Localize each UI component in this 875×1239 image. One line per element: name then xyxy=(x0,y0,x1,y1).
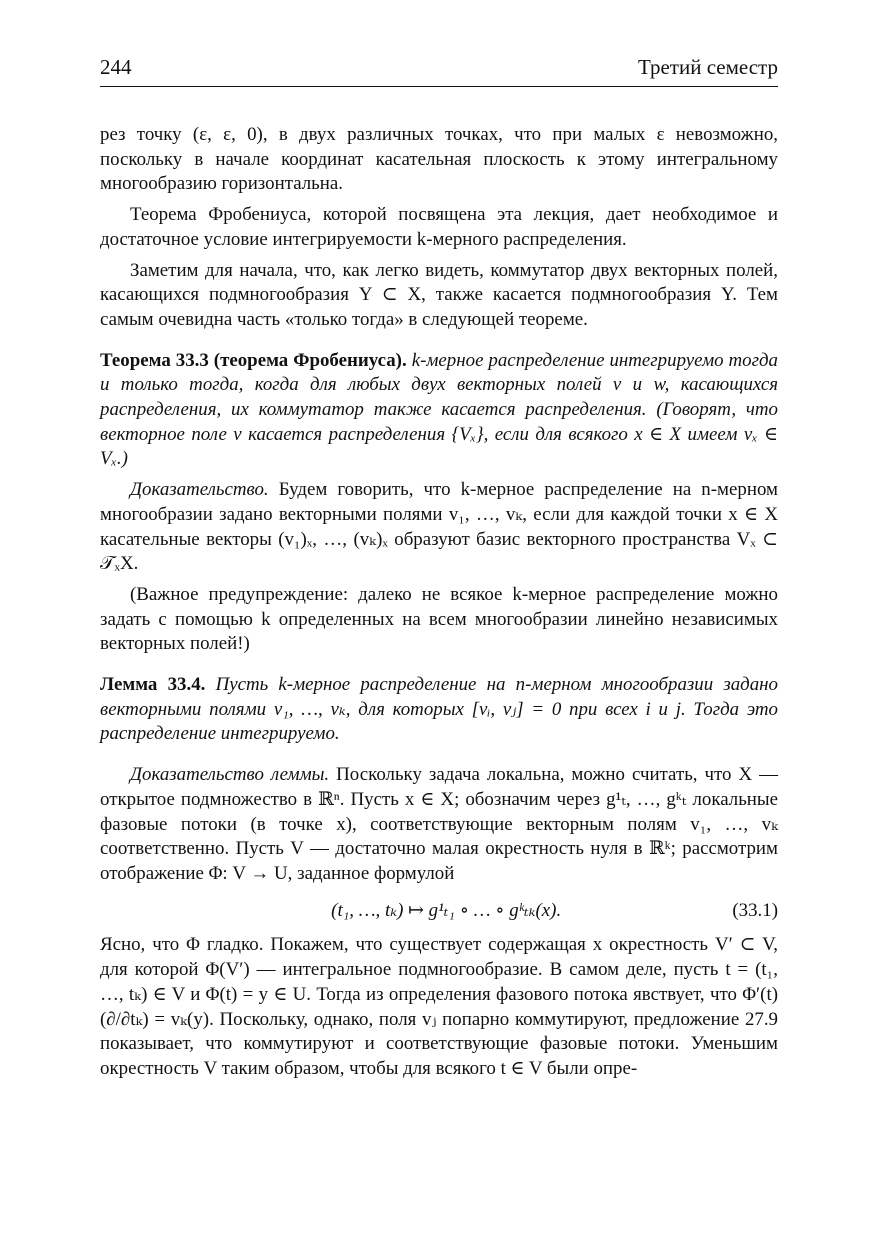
closing-paragraph: Ясно, что Φ гладко. Покажем, что существует содержащая x окрестность V′ ⊂ V, для которой Φ(V′) — интегральное подмногообразие. В самом деле, пусть t = (t₁, …, tₖ) ∈ V и Φ(t) = y ∈ U. Тогда из определения фазового потока явствует, что Φ′(t)(∂/∂tₖ) = vₖ(y). Поскольку, однако, поля vⱼ попарно коммутируют, предложение 27.9 показывает, что коммутируют и соответствующие фазовые потоки. Уменьшим окрестность V таким образом, чтобы для всякого t ∈ V были опре- xyxy=(100,934,778,1079)
running-head xyxy=(100,55,778,87)
display-formula xyxy=(100,899,778,924)
proof-label: Доказательство. xyxy=(130,479,269,501)
equation-number: (33.1) xyxy=(732,899,778,921)
theorem-label: Теорема 33.3 (теорема Фробениуса). xyxy=(100,349,407,371)
warning-paragraph: (Важное предупреждение: далеко не всякое k-мерное распределение можно задать с помощью k определенных на всем многообразии линейно независимых векторных полей!) xyxy=(100,583,778,655)
page-body xyxy=(100,123,778,1082)
proof-block xyxy=(100,478,778,577)
lemma-block xyxy=(100,673,778,747)
page-number: 244 xyxy=(100,55,132,79)
lemma-text: Пусть k-мерное распределение на n-мерном многообразии задано векторными полями v₁, …, vₖ, для которых [vᵢ, vⱼ] = 0 при всех i и j. Тогда это распределение интегрируемо. xyxy=(100,674,778,745)
proof-text: Будем говорить, что k-мерное распределение на n-мерном многообразии задано векторными полями v₁, …, vₖ, если для каждой точки x ∈ X касательные векторы (v₁)ₓ, …, (vₖ)ₓ образуют базис векторного пространства Vₓ ⊂ 𝒯ₓX. xyxy=(100,479,778,575)
lemma-proof-block xyxy=(100,763,778,887)
paragraph-frobenius-intro: Теорема Фробениуса, которой посвящена эта лекция, дает необходимое и достаточное условие интегрируемости k-мерного распределения. xyxy=(100,204,778,250)
running-title: Третий семестр xyxy=(637,55,778,79)
formula-expression: (t₁, …, tₖ) ↦ g¹ₜ₁ ∘ … ∘ gᵏₜₖ(x). xyxy=(331,899,562,921)
theorem-text: k-мерное распределение интегрируемо тогда и только тогда, когда для любых двух векторных полей v и w, касающихся распределения, их коммутатор также касается распределения. (Говорят, что векторное поле v касается распределения {Vₓ}, если для всякого x ∈ X имеем vₓ ∈ Vₓ.) xyxy=(100,349,778,470)
book-page xyxy=(100,55,778,1082)
theorem-block xyxy=(100,349,778,473)
lemma-proof-label: Доказательство леммы. xyxy=(130,764,330,786)
paragraph-commutator-remark: Заметим для начала, что, как легко видеть, коммутатор двух векторных полей, касающихся подмногообразия Y ⊂ X, также касается подмногообразия Y. Тем самым очевидна часть «только тогда» в следующей теореме. xyxy=(100,259,778,330)
lemma-label: Лемма 33.4. xyxy=(100,674,206,696)
lemma-proof-text: Поскольку задача локальна, можно считать, что X — открытое подмножество в ℝⁿ. Пусть x ∈ X; обозначим через g¹ₜ, …, gᵏₜ локальные фазовые потоки (в точке x), соответствующие векторным полям v₁, …, vₖ соответственно. Пусть V — достаточно малая окрестность нуля в ℝᵏ; рассмотрим отображение Φ: V → U, заданное формулой xyxy=(100,764,778,884)
paragraph-continuation: рез точку (ε, ε, 0), в двух различных точках, что при малых ε невозможно, поскольку в начале координат касательная плоскость к этому интегральному многообразию горизонтальна. xyxy=(100,124,778,195)
